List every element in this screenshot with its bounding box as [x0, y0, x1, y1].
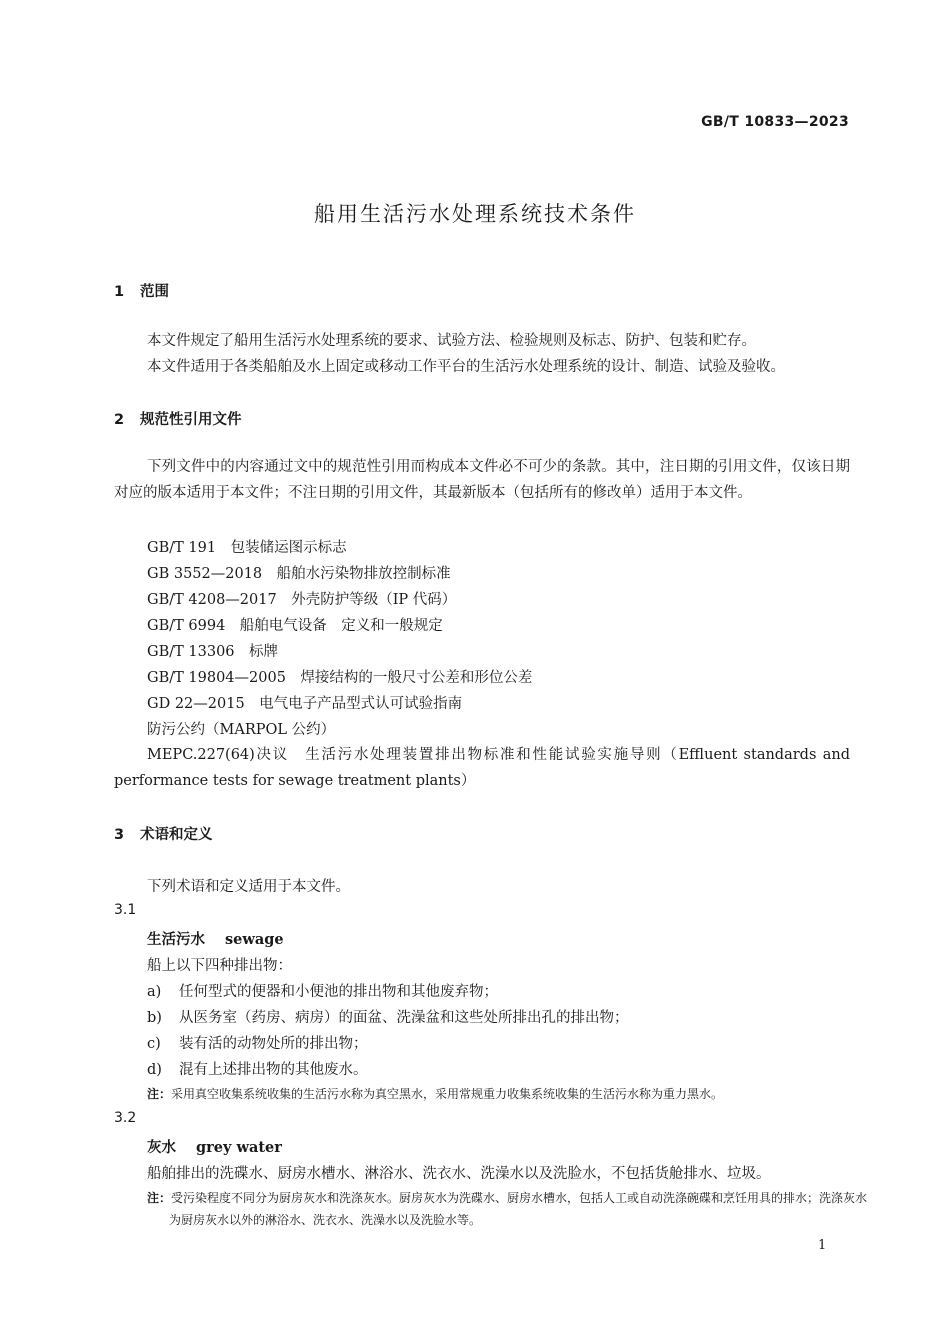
list-text: 从医务室（药房、病房）的面盆、洗澡盆和这些处所排出孔的排出物；: [179, 1010, 629, 1026]
reference-item: GB/T 6994 船舶电气设备 定义和一般规定: [147, 618, 443, 634]
list-marker: a): [147, 984, 162, 1000]
list-text: 混有上述排出物的其他废水。: [179, 1062, 368, 1078]
term-cn: 灰水: [147, 1140, 176, 1156]
list-item: [147, 1058, 368, 1079]
list-item: [147, 1006, 629, 1027]
term-cn: 生活污水: [147, 932, 205, 948]
note-text: 受污染程度不同分为厨房灰水和洗涤灰水。厨房灰水为洗碟水、厨房水槽水，包括人工或自动洗涤碗碟和烹饪用具的排水；洗涤灰水为厨房灰水以外的淋浴水、洗衣水、洗澡水以及洗脸水等。: [169, 1191, 868, 1227]
term-number: 3.1: [114, 902, 137, 918]
term-sewage: [147, 928, 284, 949]
list-text: 任何型式的便器和小便池的排出物和其他废弃物；: [179, 984, 498, 1000]
term-number: 3.2: [114, 1110, 137, 1126]
term-en: sewage: [225, 931, 284, 948]
document-title: 船用生活污水处理系统技术条件: [314, 202, 636, 226]
section-title: 范围: [140, 284, 169, 300]
term-en: grey water: [196, 1139, 282, 1156]
page-number: 1: [818, 1238, 827, 1253]
terms-intro: 下列术语和定义适用于本文件。: [147, 879, 350, 895]
reference-item: GB/T 191 包装储运图示标志: [147, 540, 347, 556]
list-text: 装有活的动物处所的排出物；: [179, 1036, 368, 1052]
term-grey-water: [147, 1136, 282, 1157]
reference-item: GB/T 4208—2017 外壳防护等级（IP 代码）: [147, 592, 457, 608]
section-title: 术语和定义: [140, 827, 213, 843]
list-marker: d): [147, 1062, 162, 1078]
scope-paragraph-2: 本文件适用于各类船舶及水上固定或移动工作平台的生活污水处理系统的设计、制造、试验及验收。: [147, 359, 785, 375]
section-number: 1: [114, 284, 125, 300]
reference-item: GB 3552—2018 船舶水污染物排放控制标准: [147, 566, 451, 582]
reference-item: GB/T 13306 标牌: [147, 644, 279, 660]
section-1-heading: [114, 280, 169, 301]
list-item: [147, 1032, 368, 1053]
note-label: 注：: [147, 1191, 172, 1205]
section-number: 3: [114, 827, 125, 843]
reference-item-mepc: MEPC.227(64)决议 生活污水处理装置排出物标准和性能试验实施导则（Effluent standards and performance tests for sewage treatment plants）: [114, 747, 850, 789]
section-3-heading: [114, 823, 213, 844]
section-title: 规范性引用文件: [140, 412, 242, 428]
refs-intro-paragraph: 下列文件中的内容通过文中的规范性引用而构成本文件必不可少的条款。其中，注日期的引用文件，仅该日期对应的版本适用于本文件；不注日期的引用文件，其最新版本（包括所有的修改单）适用于本文件。: [114, 459, 850, 501]
standard-code: GB/T 10833—2023: [701, 114, 849, 130]
note-label: 注：: [147, 1087, 172, 1101]
list-marker: b): [147, 1010, 162, 1026]
list-marker: c): [147, 1036, 161, 1052]
term-definition: 船舶排出的洗碟水、厨房水槽水、淋浴水、洗衣水、洗澡水以及洗脸水，不包括货舱排水、垃圾。: [147, 1166, 771, 1182]
note-text: 采用真空收集系统收集的生活污水称为真空黑水，采用常规重力收集系统收集的生活污水称为重力黑水。: [171, 1087, 724, 1101]
note: [147, 1083, 850, 1105]
term-definition: 船上以下四种排出物：: [147, 958, 292, 974]
section-2-heading: [114, 408, 242, 429]
reference-item: GB/T 19804—2005 焊接结构的一般尺寸公差和形位公差: [147, 670, 533, 686]
reference-item: GD 22—2015 电气电子产品型式认可试验指南: [147, 696, 463, 712]
scope-paragraph-1: 本文件规定了船用生活污水处理系统的要求、试验方法、检验规则及标志、防护、包装和贮存。: [147, 333, 756, 349]
note: [147, 1187, 872, 1231]
reference-item: 防污公约（MARPOL 公约）: [147, 722, 336, 738]
list-item: [147, 980, 498, 1001]
section-number: 2: [114, 412, 125, 428]
